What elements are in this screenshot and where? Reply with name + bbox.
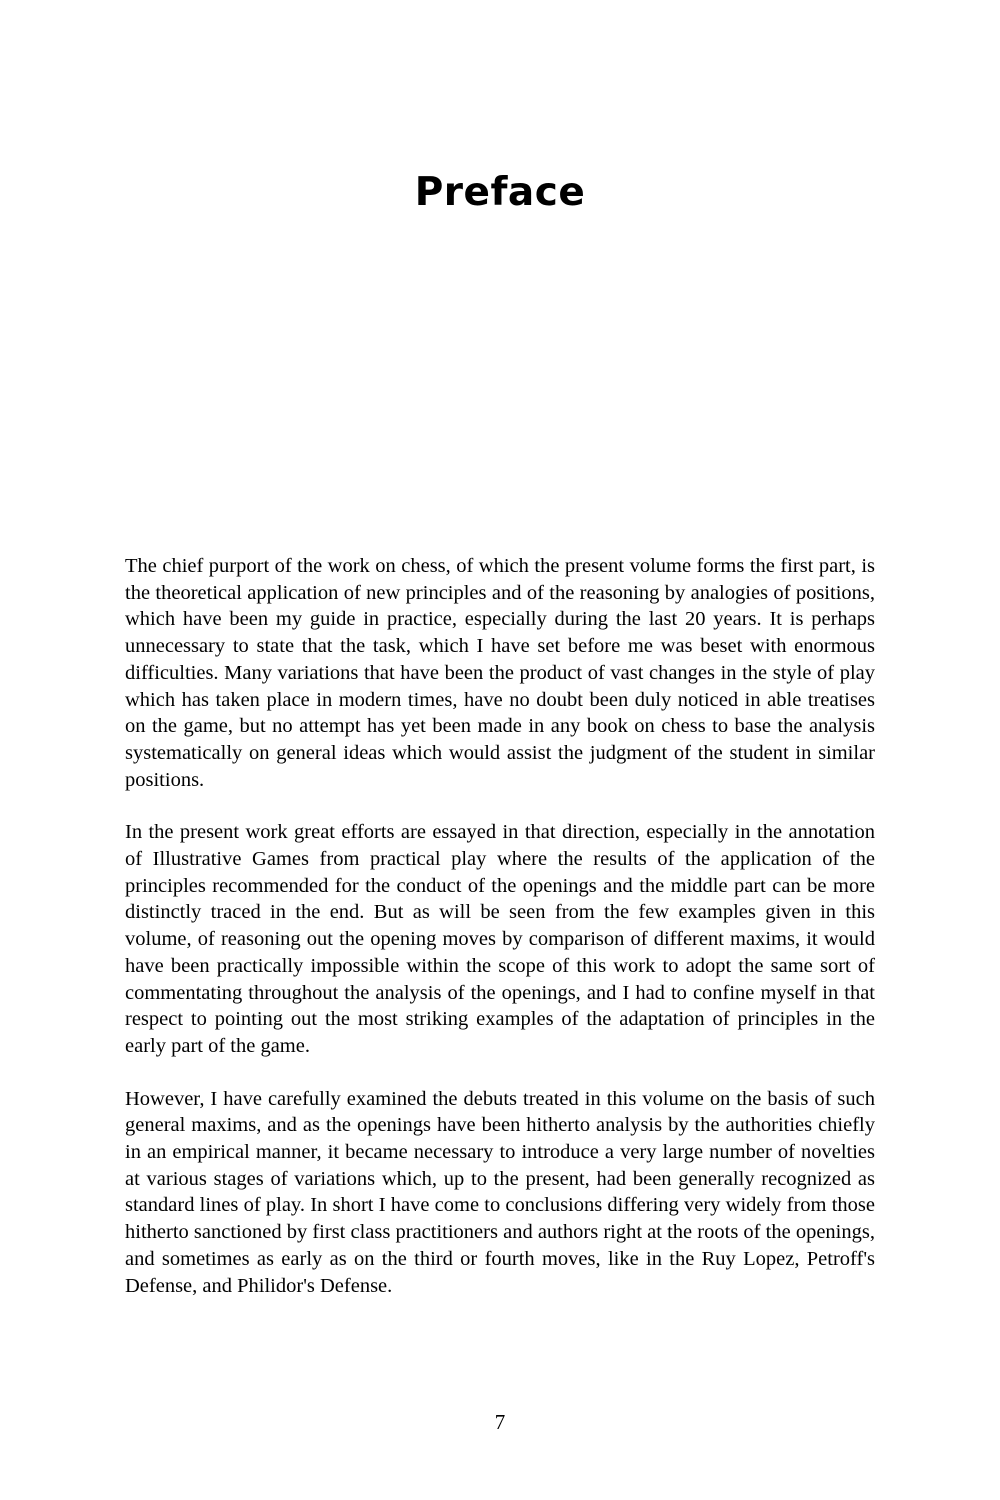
page-number: 7: [494, 1410, 506, 1434]
paragraph-1: The chief purport of the work on chess, of which the present volume forms the first part, is the theoretical application of new principles and of the reasoning by analogies of positions, which have been my guide in practice, especially during the last 20 years. It is perhaps unnecessary to state that the task, which I have set before me was beset with enormous difficulties. Many variations that have been the product of vast changes in the style of play which has taken place in modern times, have no doubt been duly noticed in able treatises on the game, but no attempt has yet been made in any book on chess to base the analysis systematically on general ideas which would assist the judgment of the student in similar positions.: [125, 555, 875, 791]
body-text: [125, 553, 875, 1325]
page-title: Preface: [414, 170, 586, 215]
paragraph-3: However, I have carefully examined the debuts treated in this volume on the basis of such general maxims, and as the openings have been hitherto analysis by the authorities chiefly in an empirical manner, it became necessary to introduce a very large number of novelties at various stages of variations which, up to the present, had been generally recognized as standard lines of play. In short I have come to conclusions differing very widely from those hitherto sanctioned by first class practitioners and authors right at the roots of the openings, and sometimes as early as on the third or fourth moves, like in the Ruy Lopez, Petroff's Defense, and Philidor's Defense.: [125, 1087, 875, 1297]
paragraph-2: In the present work great efforts are essayed in that direction, especially in the annotation of Illustrative Games from practical play where the results of the application of the principles recommended for the conduct of the openings and the middle part can be more distinctly traced in the end. But as will be seen from the few examples given in this volume, of reasoning out the opening moves by comparison of different maxims, it would have been practically impossible within the scope of this work to adopt the same sort of commentating throughout the analysis of the openings, and I had to confine myself in that respect to pointing out the most striking examples of the adaptation of principles in the early part of the game.: [125, 821, 875, 1057]
